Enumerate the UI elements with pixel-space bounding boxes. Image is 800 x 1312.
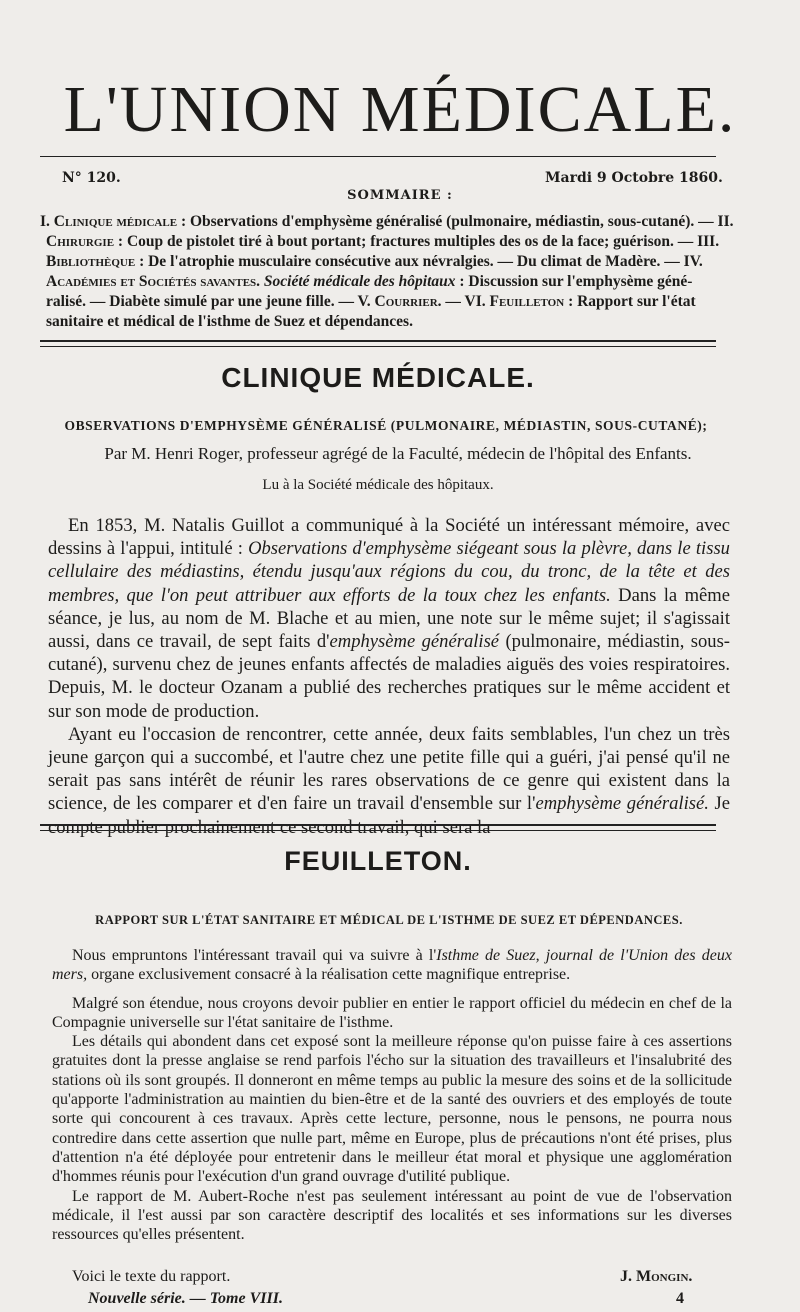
- feuilleton-title: FEUILLETON.: [284, 846, 472, 876]
- masthead-title: L'UNION MÉDICALE.: [63, 73, 737, 146]
- sommaire-line: I. Clinique médicale : Observations d'emphysème généralisé (pulmonaire, médiastin, sous-cutané). — II.: [40, 213, 734, 230]
- feuilleton-body: [52, 946, 732, 1244]
- issue-number: N° 120.: [62, 170, 121, 186]
- section-divider: [40, 340, 716, 347]
- feuilleton-paragraph: Le rapport de M. Aubert-Roche n'est pas seulement intéressant au point de vue de l'observation médicale, il l'est aussi par son caractère descriptif des localités et ses informations sur les diverses ressources qu'elles présentent.: [52, 1187, 732, 1244]
- feuilleton-closing: Voici le texte du rapport.: [72, 1268, 231, 1285]
- sommaire-line: Chirurgie : Coup de pistolet tiré à bout portant; fractures multiples des os de la face; guérison. — III.: [46, 233, 720, 250]
- issue-date: Mardi 9 Octobre 1860.: [545, 170, 723, 186]
- feuilleton-paragraph: Malgré son étendue, nous croyons devoir publier en entier le rapport officiel du médecin en chef de la Compagnie universelle sur l'état sanitaire de l'isthme.: [52, 994, 732, 1031]
- sommaire-line: ralisé. — Diabète simulé par une jeune fille. — V. Courrier. — VI. Feuilleton : Rapport sur l'état: [46, 293, 696, 310]
- footer-series: Nouvelle série. — Tome VIII.: [88, 1290, 283, 1307]
- sommaire-contents: [40, 212, 734, 332]
- clinique-paragraph: Ayant eu l'occasion de rencontrer, cette année, deux faits semblables, l'un chez un très jeune garçon qui a succombé, et l'autre chez une petite fille qui a guéri, j'ai pensé qu'il ne serait pas sans intérêt de réunir les rares observations de ce genre qui existent dans la science, de les comparer et d'en faire un travail d'ensemble sur l'emphysème généralisé. Je compte publier prochainement ce second travail, qui sera la: [48, 723, 730, 838]
- clinique-author: Par M. Henri Roger, professeur agrégé de la Faculté, médecin de l'hôpital des Enfants.: [104, 444, 692, 463]
- feuilleton-signature: J. Mongin.: [620, 1268, 693, 1285]
- clinique-subtitle: OBSERVATIONS D'EMPHYSÈME GÉNÉRALISÉ (PULMONAIRE, MÉDIASTIN, SOUS-CUTANÉ);: [64, 418, 708, 433]
- feuilleton-paragraph: Les détails qui abondent dans cet exposé sont la meilleure réponse qu'on puisse faire à ces assertions gratuites dont la presse anglaise se rend parfois l'écho sur la situation des travailleurs et l'insalubrité des stations où ils sont groupés. Il donneront en même temps au public la mesure des soins et de la sollicitude qu'apporte l'administration au maintien du bien-être et de la santé des ouvriers et des employés de toute sorte qui concourent à ces travaux. Après cette lecture, personne, nous le pensons, ne pourra nous contredire dans cette assertion que nulle part, même en Europe, plus de précautions n'ont été prises, plus d'attention n'a été déployée pour entretenir dans le meilleur état moral et physique une agglomération d'hommes réunis pour l'exécution d'un grand ouvrage d'utilité publique.: [52, 1033, 732, 1186]
- sommaire-line: Académies et Sociétés savantes. Société médicale des hôpitaux : Discussion sur l'emphysème géné-: [46, 273, 693, 290]
- section-divider: [40, 824, 716, 831]
- sommaire-line: Bibliothèque : De l'atrophie musculaire consécutive aux névralgies. — Du climat de Madère. — IV.: [46, 253, 703, 270]
- masthead-rule: [40, 156, 716, 157]
- footer-page-number: 4: [676, 1290, 684, 1307]
- clinique-body: [48, 514, 730, 839]
- clinique-title: CLINIQUE MÉDICALE.: [221, 362, 535, 393]
- sommaire-line: sanitaire et médical de l'isthme de Suez et dépendances.: [46, 313, 413, 330]
- clinique-read-note: Lu à la Société médicale des hôpitaux.: [262, 477, 494, 493]
- clinique-paragraph: En 1853, M. Natalis Guillot a communiqué à la Société un intéressant mémoire, avec dessins à l'appui, intitulé : Observations d'emphysème siégeant sous la plèvre, dans le tissu cellulaire des médiastins, étendu jusqu'aux régions du cou, du tronc, de la tête et des membres, que l'on peut attribuer aux efforts de la toux chez les enfants. Dans la même séance, je lus, au nom de M. Blache et au mien, une note sur le même sujet; il s'agissait aussi, dans ce travail, de sept faits d'emphysème généralisé (pulmonaire, médiastin, sous-cutané), survenu chez de jeunes enfants affectés de maladies aiguës des voies respiratoires. Depuis, M. le docteur Ozanam a publié des recherches pratiques sur le même accident et sur son mode de production.: [48, 515, 730, 722]
- feuilleton-paragraph: Nous empruntons l'intéressant travail qui va suivre à l'Isthme de Suez, journal de l'Union des deux mers, organe exclusivement consacré à la réalisation cette magnifique entreprise.: [52, 947, 732, 984]
- sommaire-title: SOMMAIRE :: [347, 188, 453, 203]
- feuilleton-subtitle: RAPPORT SUR L'ÉTAT SANITAIRE ET MÉDICAL DE L'ISTHME DE SUEZ ET DÉPENDANCES.: [95, 913, 683, 927]
